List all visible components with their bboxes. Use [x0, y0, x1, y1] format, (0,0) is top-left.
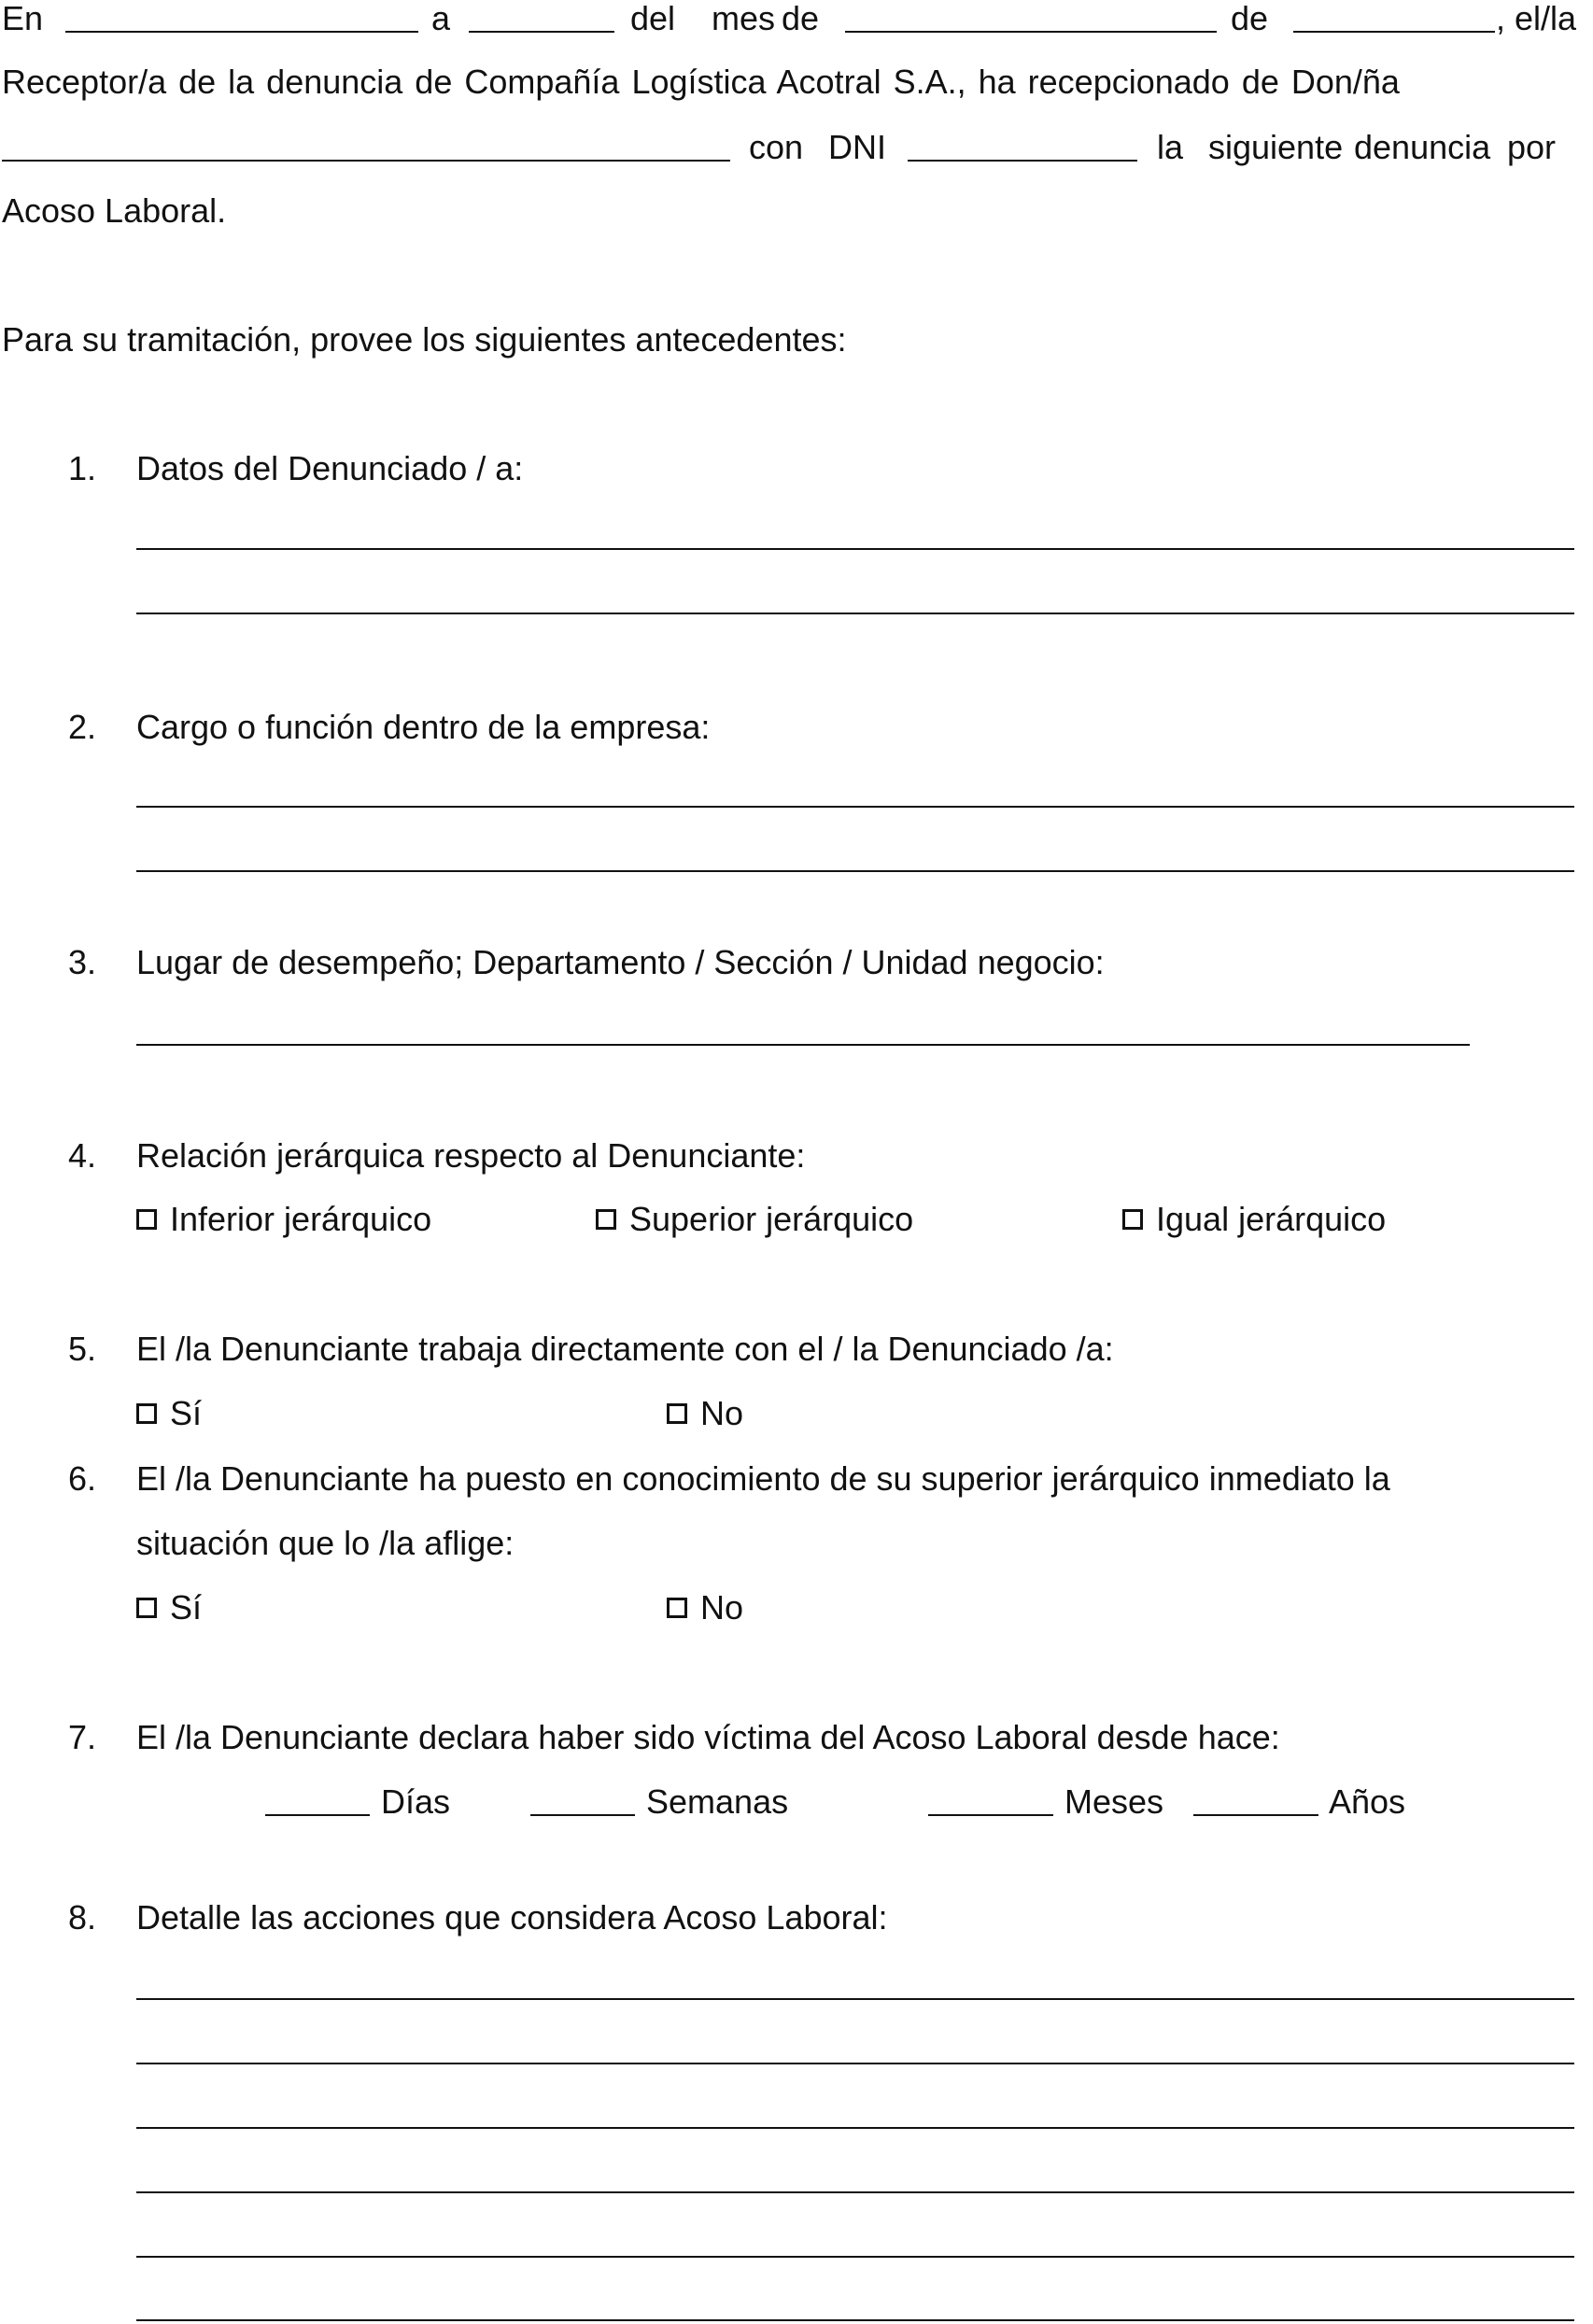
item-1-number: 1.	[68, 449, 97, 487]
unit-semanas: Semanas	[646, 1782, 789, 1821]
option-superior-jerarquico[interactable]	[596, 1200, 914, 1238]
item-8-answer-line-2[interactable]	[136, 2063, 1574, 2064]
option-label: No	[700, 1588, 744, 1627]
option-igual-jerarquico[interactable]	[1122, 1200, 1387, 1238]
years-blank[interactable]	[1193, 1814, 1318, 1816]
item-5-label: El /la Denunciante trabaja directamente con el / la Denunciado /a:	[136, 1330, 1114, 1368]
option-inferior-jerarquico[interactable]	[136, 1200, 432, 1238]
dni-blank[interactable]	[908, 160, 1137, 162]
checkbox-icon[interactable]	[136, 1209, 157, 1230]
item-2-answer-line-2[interactable]	[136, 870, 1574, 872]
checkbox-icon[interactable]	[667, 1403, 687, 1424]
complainant-name-blank[interactable]	[2, 160, 730, 162]
intro-word-con: con	[749, 128, 804, 166]
item-1-answer-line-1[interactable]	[136, 548, 1574, 550]
intro-line-4: Acoso Laboral.	[2, 191, 227, 230]
year-blank[interactable]	[1293, 31, 1495, 33]
intro-word-de-2: de	[1231, 0, 1269, 37]
item-8-answer-line-6[interactable]	[136, 2319, 1574, 2321]
option-no[interactable]	[667, 1588, 744, 1627]
option-label: Sí	[170, 1394, 203, 1432]
intro-word-el-la: , el/la	[1496, 0, 1577, 37]
option-si[interactable]	[136, 1394, 203, 1432]
unit-anos: Años	[1329, 1782, 1406, 1821]
checkbox-icon[interactable]	[596, 1209, 616, 1230]
item-3-answer-line[interactable]	[136, 1044, 1470, 1046]
item-8-label: Detalle las acciones que considera Acoso Laboral:	[136, 1898, 888, 1937]
intro-word-la: la	[1157, 128, 1184, 166]
intro-word-en: En	[2, 0, 44, 37]
weeks-blank[interactable]	[530, 1814, 635, 1816]
item-8-answer-line-3[interactable]	[136, 2127, 1574, 2129]
intro-word-a: a	[431, 0, 451, 37]
unit-dias: Días	[381, 1782, 451, 1821]
item-2-label: Cargo o función dentro de la empresa:	[136, 708, 711, 746]
option-label: Superior jerárquico	[629, 1200, 914, 1238]
item-7-number: 7.	[68, 1718, 97, 1756]
item-7-label: El /la Denunciante declara haber sido víctima del Acoso Laboral desde hace:	[136, 1718, 1280, 1756]
item-1-label: Datos del Denunciado / a:	[136, 449, 524, 487]
item-6-label-continued: situación que lo /la aflige:	[136, 1524, 515, 1562]
item-8-answer-line-4[interactable]	[136, 2191, 1574, 2193]
item-2-number: 2.	[68, 708, 97, 746]
item-6-label: El /la Denunciante ha puesto en conocimiento de su superior jerárquico inmediato la	[136, 1459, 1390, 1498]
intro-word-por: por	[1507, 128, 1557, 166]
intro-word-siguiente: siguiente	[1208, 128, 1344, 166]
intro-word-de-1: de	[782, 0, 820, 37]
checkbox-icon[interactable]	[136, 1403, 157, 1424]
intro-word-mes: mes	[712, 0, 776, 37]
item-8-number: 8.	[68, 1898, 97, 1937]
intro-word-del: del	[630, 0, 676, 37]
days-blank[interactable]	[265, 1814, 370, 1816]
item-8-answer-line-5[interactable]	[136, 2256, 1574, 2258]
option-no[interactable]	[667, 1394, 744, 1432]
day-number-blank[interactable]	[469, 31, 614, 33]
item-3-number: 3.	[68, 943, 97, 981]
intro-word-dni: DNI	[828, 128, 886, 166]
item-2-answer-line-1[interactable]	[136, 806, 1574, 808]
checkbox-icon[interactable]	[1122, 1209, 1143, 1230]
option-label: No	[700, 1394, 744, 1432]
checkbox-icon[interactable]	[136, 1598, 157, 1618]
item-1-answer-line-2[interactable]	[136, 613, 1574, 614]
option-label: Sí	[170, 1588, 203, 1627]
day-blank[interactable]	[65, 31, 418, 33]
intro-word-denuncia: denuncia	[1354, 128, 1491, 166]
item-4-label: Relación jerárquica respecto al Denunciante:	[136, 1136, 806, 1175]
intro-line-2: Receptor/a de la denuncia de Compañía Logística Acotral S.A., ha recepcionado de Don/ña	[2, 63, 1400, 101]
months-blank[interactable]	[928, 1814, 1053, 1816]
option-si[interactable]	[136, 1588, 203, 1627]
month-blank[interactable]	[845, 31, 1217, 33]
item-3-label: Lugar de desempeño; Departamento / Sección / Unidad negocio:	[136, 943, 1105, 981]
item-6-number: 6.	[68, 1459, 97, 1498]
checkbox-icon[interactable]	[667, 1598, 687, 1618]
option-label: Inferior jerárquico	[170, 1200, 432, 1238]
item-5-number: 5.	[68, 1330, 97, 1368]
item-4-number: 4.	[68, 1136, 97, 1175]
item-8-answer-line-1[interactable]	[136, 1998, 1574, 2000]
option-label: Igual jerárquico	[1156, 1200, 1387, 1238]
lead-sentence: Para su tramitación, provee los siguientes antecedentes:	[2, 320, 847, 359]
unit-meses: Meses	[1064, 1782, 1164, 1821]
